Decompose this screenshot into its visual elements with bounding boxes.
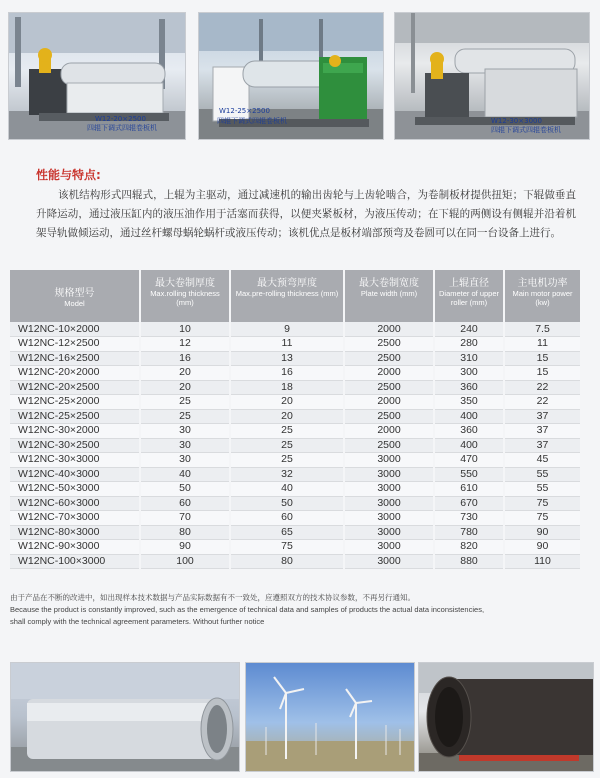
cell-model: W12NC-40×3000: [10, 467, 140, 482]
cell-max-rolling-thickness: 60: [140, 496, 230, 511]
cell-main-motor-power: 75: [504, 511, 580, 526]
cell-max-pre-rolling-thickness: 20: [230, 395, 344, 410]
cell-max-pre-rolling-thickness: 80: [230, 554, 344, 569]
table-row: [10, 322, 580, 337]
header-plate-width-en: Plate width (mm): [360, 289, 418, 298]
cell-main-motor-power: 15: [504, 351, 580, 366]
cell-plate-width: 3000: [344, 525, 434, 540]
cell-model: W12NC-60×3000: [10, 496, 140, 511]
machine-photo-1: [8, 12, 186, 140]
rolled-cylinder-illustration: [11, 663, 240, 772]
cell-max-rolling-thickness: 30: [140, 438, 230, 453]
cell-max-pre-rolling-thickness: 9: [230, 322, 344, 337]
cell-max-pre-rolling-thickness: 75: [230, 540, 344, 555]
cell-model: W12NC-30×2500: [10, 438, 140, 453]
cell-upper-roller-diameter: 400: [434, 438, 504, 453]
cell-max-pre-rolling-thickness: 25: [230, 453, 344, 468]
cell-plate-width: 3000: [344, 511, 434, 526]
cell-upper-roller-diameter: 400: [434, 409, 504, 424]
header-model-zh: 规格型号: [54, 288, 95, 299]
cell-main-motor-power: 37: [504, 438, 580, 453]
cell-max-pre-rolling-thickness: 50: [230, 496, 344, 511]
cell-model: W12NC-80×3000: [10, 525, 140, 540]
table-row: [10, 424, 580, 439]
cell-upper-roller-diameter: 730: [434, 511, 504, 526]
cell-model: W12NC-20×2500: [10, 380, 140, 395]
table-row: [10, 467, 580, 482]
photo-1-caption-line1: W12-20×2500: [95, 115, 146, 123]
cell-upper-roller-diameter: 350: [434, 395, 504, 410]
cell-max-rolling-thickness: 20: [140, 366, 230, 381]
header-max-rolling-thickness-en: Max.rolling thickness (mm): [150, 289, 220, 307]
table-row: [10, 554, 580, 569]
header-upper-roller-diameter-en: Diameter of upper roller (mm): [438, 289, 500, 307]
cell-model: W12NC-70×3000: [10, 511, 140, 526]
header-main-motor-power-zh: 主电机功率: [517, 278, 568, 289]
cell-model: W12NC-50×3000: [10, 482, 140, 497]
wind-turbine-illustration: [246, 663, 415, 772]
cell-main-motor-power: 45: [504, 453, 580, 468]
cell-main-motor-power: 55: [504, 467, 580, 482]
cell-max-pre-rolling-thickness: 13: [230, 351, 344, 366]
cell-model: W12NC-25×2000: [10, 395, 140, 410]
cell-max-rolling-thickness: 30: [140, 453, 230, 468]
cell-main-motor-power: 110: [504, 554, 580, 569]
rolled-cylinder-photo: [10, 662, 240, 772]
header-model: [10, 270, 140, 322]
bottom-photo-strip: [0, 658, 600, 778]
header-upper-roller-diameter: [434, 270, 504, 322]
cell-max-pre-rolling-thickness: 18: [230, 380, 344, 395]
cell-max-pre-rolling-thickness: 40: [230, 482, 344, 497]
cell-max-pre-rolling-thickness: 25: [230, 438, 344, 453]
table-row: [10, 395, 580, 410]
table-row: [10, 337, 580, 352]
spec-table-body: [10, 322, 580, 569]
cell-max-rolling-thickness: 10: [140, 322, 230, 337]
features-title: 性能与特点:: [36, 168, 101, 182]
cell-max-rolling-thickness: 25: [140, 409, 230, 424]
machine-photo-3: [394, 12, 590, 140]
cell-upper-roller-diameter: 820: [434, 540, 504, 555]
cell-plate-width: 2500: [344, 438, 434, 453]
table-row: [10, 482, 580, 497]
cell-main-motor-power: 75: [504, 496, 580, 511]
cell-max-rolling-thickness: 50: [140, 482, 230, 497]
cell-max-rolling-thickness: 16: [140, 351, 230, 366]
disclaimer-en-line2: shall comply with the technical agreement parameters. Without further notice: [10, 617, 265, 626]
header-upper-roller-diameter-zh: 上辊直径: [449, 278, 489, 289]
cell-main-motor-power: 7.5: [504, 322, 580, 337]
header-max-pre-rolling-thickness-zh: 最大预弯厚度: [257, 278, 317, 289]
cell-model: W12NC-30×2000: [10, 424, 140, 439]
cell-max-pre-rolling-thickness: 16: [230, 366, 344, 381]
table-row: [10, 409, 580, 424]
cell-max-pre-rolling-thickness: 11: [230, 337, 344, 352]
table-row: [10, 366, 580, 381]
photo-2-caption-line2: 四辊下调式四辊卷板机: [217, 117, 287, 125]
cell-max-pre-rolling-thickness: 20: [230, 409, 344, 424]
cell-max-rolling-thickness: 12: [140, 337, 230, 352]
header-max-pre-rolling-thickness-en: Max.pre-rolling thickness (mm): [235, 289, 339, 298]
cell-plate-width: 2500: [344, 409, 434, 424]
table-row: [10, 453, 580, 468]
spec-table: [10, 270, 580, 569]
disclaimer-zh: 由于产品在不断的改进中，如出现样本技术数据与产品实际数据有不一致处，应遵照双方的技术协议参数，不再另行通知。: [10, 593, 415, 602]
cell-main-motor-power: 15: [504, 366, 580, 381]
cell-plate-width: 2000: [344, 395, 434, 410]
cell-main-motor-power: 22: [504, 395, 580, 410]
cell-model: W12NC-90×3000: [10, 540, 140, 555]
header-plate-width-zh: 最大卷制宽度: [359, 278, 419, 289]
cell-max-pre-rolling-thickness: 60: [230, 511, 344, 526]
table-row: [10, 511, 580, 526]
cell-model: W12NC-10×2000: [10, 322, 140, 337]
cell-plate-width: 2500: [344, 380, 434, 395]
features-description: 该机结构形式四辊式，上辊为主驱动，通过减速机的输出齿轮与上齿轮啮合，为卷制板材提供扭矩；下辊做垂直升降运动，通过液压缸内的液压油作用于活塞而获得，以便夹紧板材，为液压传动；在下辊的两侧设有侧辊并沿着机架导轨做倾运动，通过丝杆螺母蜗轮蜗杆或液压传动；该机优点是板材端部预弯及卷圆可以在同一台设备上进行。: [36, 189, 576, 239]
cell-main-motor-power: 90: [504, 540, 580, 555]
cell-plate-width: 3000: [344, 453, 434, 468]
cell-plate-width: 3000: [344, 540, 434, 555]
large-pipe-photo: [418, 662, 594, 772]
cell-max-pre-rolling-thickness: 65: [230, 525, 344, 540]
header-max-rolling-thickness-zh: 最大卷制厚度: [155, 278, 215, 289]
cell-main-motor-power: 55: [504, 482, 580, 497]
cell-upper-roller-diameter: 360: [434, 424, 504, 439]
cell-upper-roller-diameter: 880: [434, 554, 504, 569]
table-row: [10, 540, 580, 555]
cell-upper-roller-diameter: 670: [434, 496, 504, 511]
cell-plate-width: 3000: [344, 496, 434, 511]
top-photo-strip: [0, 0, 600, 150]
cell-upper-roller-diameter: 610: [434, 482, 504, 497]
cell-main-motor-power: 22: [504, 380, 580, 395]
machine-photo-2: [198, 12, 384, 140]
cell-upper-roller-diameter: 280: [434, 337, 504, 352]
cell-max-rolling-thickness: 40: [140, 467, 230, 482]
header-plate-width: [344, 270, 434, 322]
cell-model: W12NC-25×2500: [10, 409, 140, 424]
table-row: [10, 525, 580, 540]
photo-1-caption-line2: 四辊下调式四辊卷板机: [87, 124, 157, 132]
spec-table-header: [10, 270, 580, 322]
cell-plate-width: 2000: [344, 366, 434, 381]
cell-plate-width: 3000: [344, 482, 434, 497]
photo-3-caption-line1: W12-30×3000: [491, 117, 542, 125]
cell-max-rolling-thickness: 20: [140, 380, 230, 395]
cell-max-rolling-thickness: 70: [140, 511, 230, 526]
cell-main-motor-power: 11: [504, 337, 580, 352]
header-max-rolling-thickness: [140, 270, 230, 322]
cell-plate-width: 3000: [344, 554, 434, 569]
cell-main-motor-power: 90: [504, 525, 580, 540]
cell-max-rolling-thickness: 90: [140, 540, 230, 555]
table-row: [10, 496, 580, 511]
table-row: [10, 351, 580, 366]
header-max-pre-rolling-thickness: [230, 270, 344, 322]
cell-upper-roller-diameter: 310: [434, 351, 504, 366]
cell-main-motor-power: 37: [504, 424, 580, 439]
cell-plate-width: 2000: [344, 424, 434, 439]
cell-upper-roller-diameter: 470: [434, 453, 504, 468]
table-row: [10, 380, 580, 395]
cell-main-motor-power: 37: [504, 409, 580, 424]
cell-max-rolling-thickness: 25: [140, 395, 230, 410]
disclaimer-en-line1: Because the product is constantly improved, such as the emergence of technical data and samples of products the actual data inconsistencies,: [10, 605, 485, 614]
cell-max-pre-rolling-thickness: 32: [230, 467, 344, 482]
photo-3-caption-line2: 四辊下调式四辊卷板机: [491, 126, 561, 134]
cell-upper-roller-diameter: 780: [434, 525, 504, 540]
photo-2-caption-line1: W12-25×2500: [219, 107, 270, 115]
cell-model: W12NC-30×3000: [10, 453, 140, 468]
cell-upper-roller-diameter: 360: [434, 380, 504, 395]
header-model-en: Model: [64, 299, 85, 308]
cell-upper-roller-diameter: 300: [434, 366, 504, 381]
cell-plate-width: 2500: [344, 351, 434, 366]
cell-upper-roller-diameter: 550: [434, 467, 504, 482]
cell-model: W12NC-12×2500: [10, 337, 140, 352]
header-main-motor-power: [504, 270, 580, 322]
cell-max-rolling-thickness: 100: [140, 554, 230, 569]
cell-model: W12NC-16×2500: [10, 351, 140, 366]
cell-plate-width: 2500: [344, 337, 434, 352]
cell-plate-width: 2000: [344, 322, 434, 337]
cell-max-rolling-thickness: 80: [140, 525, 230, 540]
cell-max-rolling-thickness: 30: [140, 424, 230, 439]
cell-max-pre-rolling-thickness: 25: [230, 424, 344, 439]
disclaimer-notice: [10, 592, 590, 628]
cell-plate-width: 3000: [344, 467, 434, 482]
table-row: [10, 438, 580, 453]
cell-upper-roller-diameter: 240: [434, 322, 504, 337]
wind-turbine-photo: [245, 662, 415, 772]
header-main-motor-power-en: Main motor power (kw): [512, 289, 573, 307]
cell-model: W12NC-20×2000: [10, 366, 140, 381]
cell-model: W12NC-100×3000: [10, 554, 140, 569]
large-pipe-illustration: [419, 663, 594, 772]
